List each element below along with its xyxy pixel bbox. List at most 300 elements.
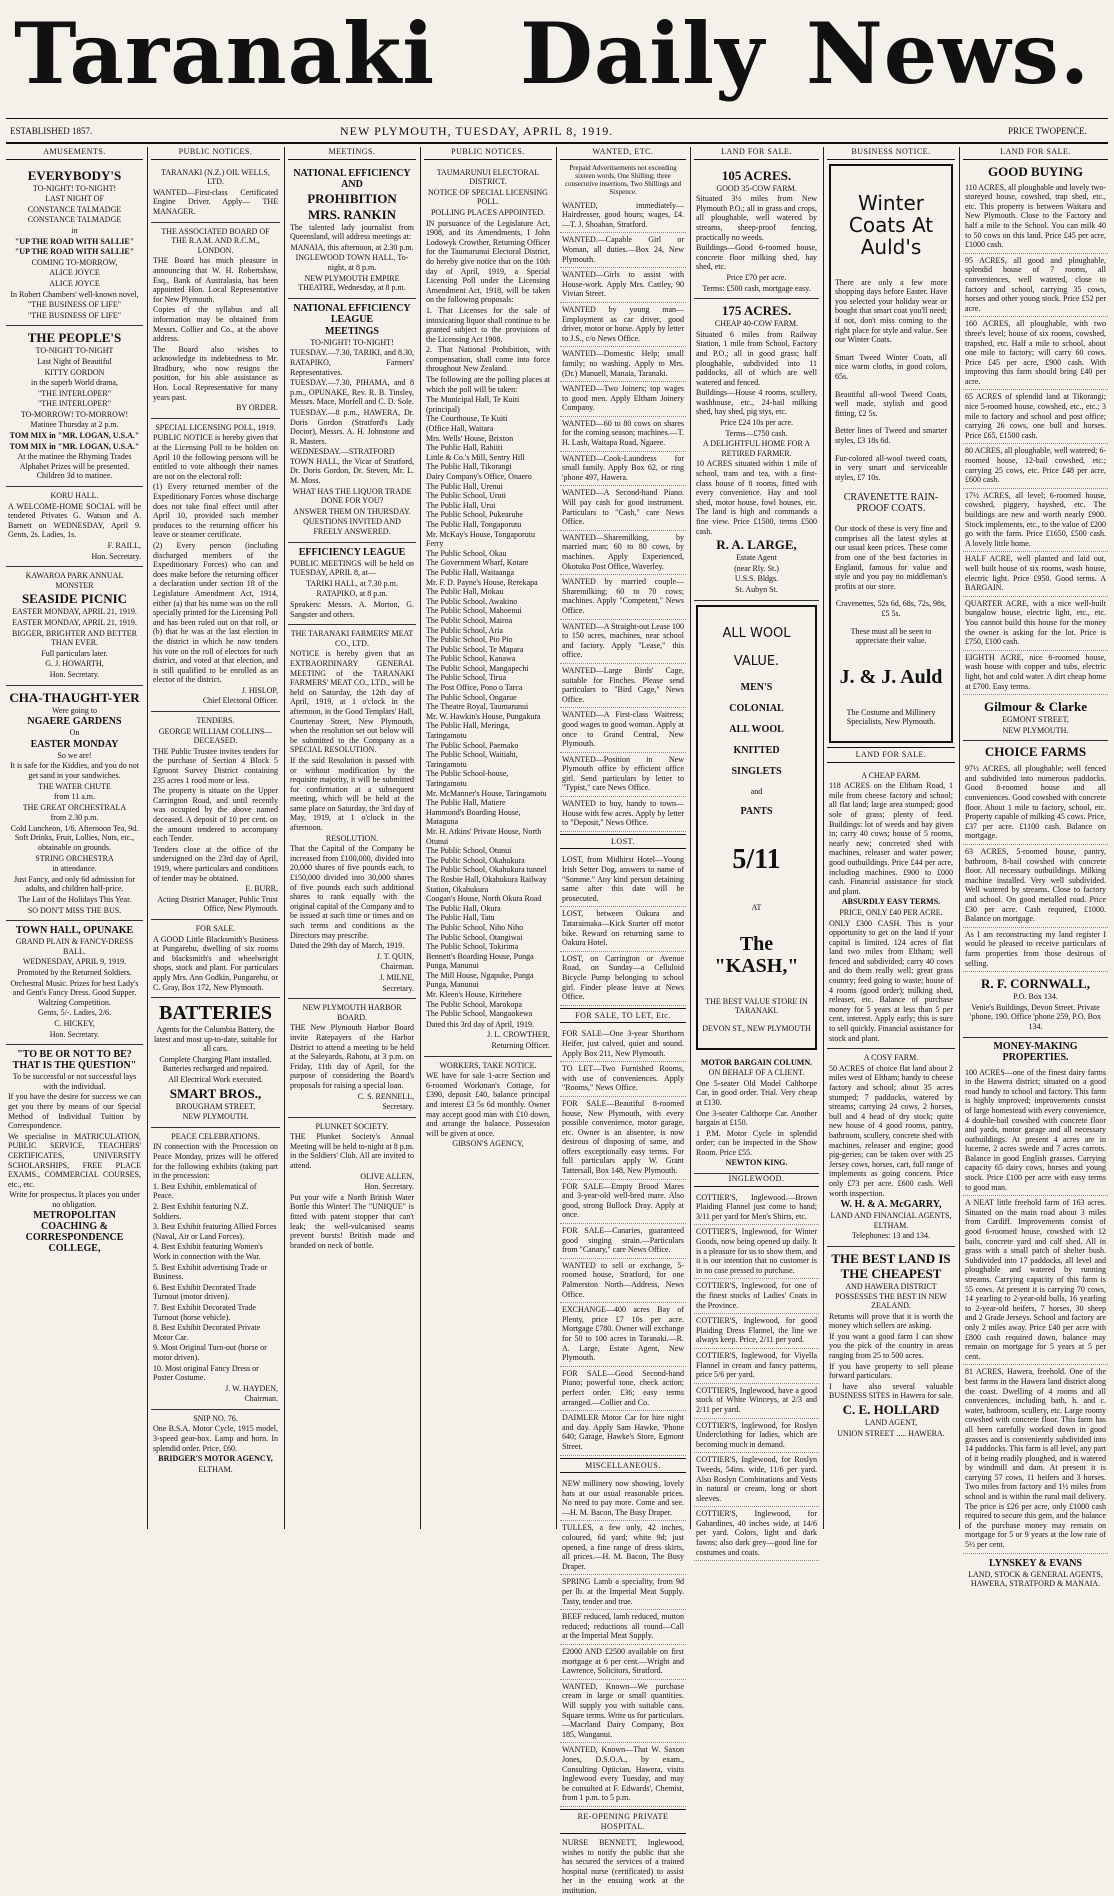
peace-celebrations-notice — [151, 1128, 280, 1410]
efficiency-league-meetings — [288, 299, 416, 543]
miscellaneous-list — [560, 1477, 686, 1807]
ad-line: TO-NIGHT! TO-NIGHT! — [310, 337, 394, 347]
ad-line: ANSWER THEM ON THURSDAY. — [293, 506, 411, 516]
ad-brand: J. & J. Auld — [839, 665, 943, 688]
polling-place: The Public Hall, Tatu — [426, 913, 495, 923]
ad-line: These must all be seen to appreciate their value. — [850, 626, 932, 646]
listing-entry: 65 ACRES of splendid land at Tikorangi; nice 5-roomed house, cowshed, etc., etc.; 3 mile to factory and school and post office; carrying 26 cows, one bull and horses. Price £65, £1500 cash. — [963, 390, 1108, 444]
column-heading: WANTED, ETC. — [560, 147, 686, 160]
column-heading: AMUSEMENTS. — [6, 147, 143, 160]
classified-entry: COTTIER'S, Inglewood.—Brown Plaiding Flannel just come to hand; 3/11 per yard for Men's Shirts, etc. — [694, 1191, 819, 1226]
ad-line: "THE BUSINESS OF LIFE" — [28, 300, 121, 310]
column-heading: PUBLIC NOTICES. — [424, 147, 552, 160]
listing-line: Price £70 per acre. — [726, 272, 787, 282]
ad-title: NATIONAL EFFICIENCY AND — [293, 167, 411, 190]
ad-line: In Robert Chambers' well-known novel, — [10, 289, 139, 299]
ad-line: LAST NIGHT OF — [45, 194, 104, 204]
listing-entry: 100 ACRES—one of the finest dairy farms in the Hawera district; situated on a good road handy to school and factory. This farm is highly improved; improvements consist of large homestead with every convenience, 4 double-bail cowshed with concrete floor and yards, motor garage and all necessary outbuildings. At present 4 acres are in lucerne, 2 acres swede and 7 acres carrots. Balance in good English grasses. Carrying capacity 65 dairy cows, horses and young stock. Price £100 per acre with easy terms to good man. — [963, 1066, 1108, 1197]
ad-line: DEVON ST., NEW PLYMOUTH — [702, 1023, 811, 1033]
agent-line: Estate Agent — [736, 553, 777, 563]
classified-entry: TO LET—Two Furnished Rooms, with use of conveniences. Apply "Rooms," News Office. — [560, 1062, 686, 1097]
batteries-ad — [151, 998, 280, 1128]
notice-subtitle: POLLING PLACES APPOINTED. — [430, 207, 545, 217]
polling-place: The Public School, Awakino — [426, 596, 518, 606]
notice-title: TAUMARUNUI ELECTORAL DISTRICT. — [436, 167, 540, 187]
classified-entry: COTTIER'S, Inglewood, for Viyella Flannel in cream and fancy patterns, price 5/6 per yard. — [694, 1349, 819, 1384]
column-rule — [823, 147, 824, 1529]
ad-line: from 11 a.m. — [53, 792, 96, 802]
ad-line: in the superb World drama, — [31, 378, 118, 388]
ad-line: BROUGHAM STREET, — [175, 1101, 256, 1111]
ad-line: One 5-seater Old Model Calthorpe Car, in good order. Trial. Very cheap at £130. — [696, 1078, 817, 1107]
classified-entry: EXCHANGE—400 acres Bay of Plenty, price £7 10s per acre. Mortgage £780. Owner will exchange for 50 to 100 acres in Taranaki.—R. A. Large, Estate Agent, New Plymouth. — [560, 1303, 686, 1367]
listing-entry: 97½ ACRES, all ploughable; well fenced and subdivided into numerous paddocks. Good 8-roomed house and all conveniences. Good cowshed with concrete floor. About 1 mile to factory, school, etc. Property capable of milking 45 cows. Price, £37 per acre. £1100 cash. Balance on mortgage. — [963, 762, 1108, 845]
notice-signature: Secretary. — [382, 983, 414, 993]
polling-place: The Public School, Otunui — [426, 846, 512, 856]
notice-signature: Returning Officer. — [491, 1041, 550, 1051]
ad-title: MEETINGS — [325, 325, 379, 337]
oil-wells-notice — [151, 164, 280, 223]
ad-line: BIGGER, BRIGHTER AND BETTER THAN EVER. — [12, 628, 137, 648]
ad-line: TUESDAY.—8 p.m., HAWERA, Dr. Doris Gordon (Stratford's Lady Doctor), Messrs. A. H. Johnstone and R. Masters. — [290, 407, 414, 446]
polling-place: Mr. H. Atkins' Private House, North Otunui — [426, 826, 542, 846]
classified-entry: WANTED—Domestic Help; small family; no washing. Apply to Mrs. (Dr.) Manuell, Manaia, Taranaki. — [560, 347, 686, 382]
agent-name: W. H. & A. McGARRY, — [840, 1199, 942, 1211]
ad-line: "UP THE ROAD WITH SALLIE" — [14, 236, 135, 246]
notice-signature: J. T. QUIN, — [376, 951, 414, 961]
column-public-notices — [151, 147, 280, 1529]
polling-place: The Public School, Otangiwai — [426, 932, 523, 942]
ad-line: All Electrical Work executed. — [168, 1075, 263, 1085]
ad-line: in attendance. — [52, 864, 97, 874]
gilmour-clarke-agents — [963, 695, 1108, 741]
ad-line: SO DON'T MISS THE BUS. — [27, 905, 122, 915]
notice-body: NOTICE is hereby given that an EXTRAORDINARY GENERAL MEETING of the TARANAKI FARMERS' MEAT CO., LTD., will be held on Saturday, the 12th day of April, 1919, at 1 o'clock in the afternoon, in the Good Templars' Hall, Courtenay Street, New Plymouth, when the resolution set out below will be submitted to the Company as a SPECIAL RESOLUTION. — [290, 649, 414, 755]
listing-entry: EIGHTH ACRE, nice 6-roomed house, wash house with copper and tubs, electric light, hot and cold water. A dirt cheap home at £700. Easy terms. — [963, 651, 1108, 695]
ad-line: TUESDAY.—7.30, TARIKI, and 8.30, RATAPIKO, Farmers' Representatives. — [290, 348, 414, 377]
masthead-title-taranaki: Taranaki — [14, 4, 436, 103]
agent-line: P.O. Box 134. — [1013, 992, 1058, 1002]
175-acres-listing — [694, 299, 819, 600]
classified-entry: WANTED—A Second-hand Piano. Will pay cash for good instrument. Particulars to "Cash," care News Office. — [560, 486, 686, 530]
masthead-title-news: News. — [806, 4, 1091, 103]
notice-signature: Chairman. — [380, 962, 414, 972]
price-label: PRICE TWOPENCE. — [1008, 126, 1087, 136]
notice-title: THE ASSOCIATED BOARD OF THE R.A.M. AND R.C.M., LONDON. — [161, 226, 270, 255]
listing-entry: HALF ACRE, well planted and laid out, well built house of six rooms, wash house, electric light. Price £950. Good terms. A BARGAIN. — [963, 552, 1108, 596]
notice-body: If the said Resolution is passed with or without modification by the requisite majority, it will be submitted for confirmation at a subsequent meeting, which will be held at the same place on Saturday, the 3rd day of May, 1919, at 1 o'clock in the afternoon. — [290, 755, 414, 833]
notice-body: Tenders close at the office of the undersigned on the 23rd day of April, 1919, where particulars and conditions of tender may be obtained. — [153, 844, 278, 883]
classified-entry: WANTED to buy, handy to town—House with few acres. Apply by letter to "Deposit," News Office. — [560, 797, 686, 832]
notice-body: WE have for sale 1-acre Section and 6-roomed Workman's Cottage, for £390, deposit £40, balance principal and interest £3 5s 6d monthly. Owner may accept good man with £10 down, and arrange the balance. Possession will be given at once. — [426, 1071, 550, 1138]
classified-rates: Prepaid Advertisements not exceeding sixteen words, One Shilling; three consecutive insertions, Two Shillings and Sixpence. — [564, 163, 682, 196]
ad-line: TOM MIX in "MR. LOGAN, U.S.A." — [9, 441, 140, 451]
ad-line: BRIDGER'S MOTOR AGENCY, — [158, 1454, 273, 1464]
list-item: 1. Best Exhibit, emblematical of Peace. — [153, 1181, 257, 1201]
classified-entry: COTTIER'S, Inglewood, for one of the finest stocks of Ladies' Coats in the Province. — [694, 1279, 819, 1314]
notice-body: 1. That Licenses for the sale of intoxicating liquor shall continue to be granted subject to the provisions of the Licensing Act 1908. — [426, 305, 550, 344]
list-item: 9. Most Original Turn-out (horse or motor driven). — [153, 1343, 267, 1362]
associated-board-notice — [151, 223, 280, 419]
ad-line: ALL WOOL — [729, 723, 784, 735]
column-heading: LAND FOR SALE. — [694, 147, 819, 160]
listing-line: Buildings—House 4 rooms, scullery, washhouse, etc., 24-bail milking shed, hay shed, pig stys, etc. — [696, 388, 817, 417]
ad-line: from 2.30 p.m. — [50, 813, 99, 823]
polling-place: The Public School, Mairoa — [426, 615, 513, 625]
classified-entry: WANTED—Position in New Plymouth office by efficient office girl. Send particulars by letter to "Typist," care News Office. — [560, 753, 686, 797]
column-amusements — [6, 147, 143, 1529]
notice-signature: Secretary. — [382, 1102, 414, 1112]
ad-line: On — [69, 728, 80, 738]
ad-title: Winter Coats At Auld's — [848, 190, 934, 259]
ad-line: KITTY GORDON — [44, 367, 105, 377]
listing-title: ABSURDLY EASY TERMS. — [841, 897, 941, 907]
ad-line: We specialise in MATRICULATION, PUBLIC SERVICE, TEACHERS' CERTIFICATES, UNIVERSITY SCHOLARSHIPS, FREE PLACE EXAMS., COMMERCIAL COURSES, etc., etc. — [8, 1131, 141, 1189]
column-heading: LAND FOR SALE. — [963, 147, 1108, 160]
polling-place: The Public Hall, Okura — [426, 903, 501, 913]
listing-line: Situated 3½ miles from New Plymouth P.O.; all in grass and crops, all ploughable, well watered by streams, sheep-proof fencing, practically no weeds. — [696, 194, 817, 242]
classified-entry: SPRING Lamb a speciality, from 9d per lb. at the Imperial Meat Supply. Tasty, tender and true. — [560, 1575, 686, 1610]
agent-line: Telephones: 13 and 134. — [851, 1231, 931, 1241]
ad-line: WHAT HAS THE LIQUOR TRADE DONE FOR YOU? — [292, 486, 412, 506]
classified-entry: WANTED—A First-class Waitress; good wages to good woman. Apply at once to Grand Central, New Plymouth. — [560, 708, 686, 752]
notice-title: FOR SALE. — [195, 923, 236, 933]
classified-entry: WANTED, Known—We purchase cream in large or small quantities. Will supply you with suitable cans. Square terms. Write us for particulars.—Macrland Dairy Company, Box 185, Wanganui. — [560, 1680, 686, 1744]
list-item: 8. Best Exhibit Decorated Private Motor Car. — [153, 1323, 261, 1342]
ad-line: in — [71, 225, 78, 235]
ad-line: G. J. HOWARTH, — [45, 659, 104, 669]
ad-title: The "KASH," — [714, 932, 799, 977]
notice-signature: Acting District Manager, Public Trust Office, New Plymouth. — [157, 894, 278, 914]
polling-place: The Public School, Te Mapara — [426, 644, 524, 654]
listing-entry: 80 ACRES, all ploughable, well watered; 6-roomed house, 12-bail cowshed, etc.; carrying 25 cows, etc. Price £48 per acre, £600 cash. — [963, 444, 1108, 488]
classified-entry: COTTIER'S, Inglewood, for good Plaiding Dress Flannel, the line we always keep. Price, 2/11 per yard. — [694, 1314, 819, 1349]
ad-line: Full particulars later. — [41, 648, 108, 658]
ad-line: WEDNESDAY.—STRATFORD TOWN HALL, the Vicar of Stratford, Dr. Doris Gordon, Dr. Steven, Mr. L. M. Moss. — [290, 447, 414, 486]
agent-name: C. E. HOLLARD — [842, 1402, 940, 1418]
classified-entry: BEEF reduced, lamb reduced, mutton reduced; reductions all round—Call at the Imperial Meat Supply. — [560, 1610, 686, 1645]
ad-line: THE WATER CHUTE — [38, 781, 111, 791]
ad-line: It is safe for the Kiddies, and you do not get sand in your sandwiches. — [10, 761, 139, 780]
listing-entry: 160 ACRES, all ploughable, with two three's level; house of six rooms, cowshed, trapshed, etc. Half a mile to school, about one mile to factory; will carry 60 cows. Price £45 per acre, £900 cash. With improving this farm should bring £40 per acre. — [963, 317, 1108, 390]
column-heading: PUBLIC NOTICES. — [151, 147, 280, 160]
listing-entry: 17½ ACRES, all level; 6-roomed house, cowshed, piggery, hayshed, etc. The buildings are new and worth nearly £900. Stock implements, etc., to the value of £200 go with the farm. Price £1650, £500 cash. A lovely little home. — [963, 489, 1108, 553]
money-making-list — [963, 1066, 1108, 1554]
cheap-farm-listing — [827, 767, 955, 1050]
notice-signature: J. W. HAYDEN, — [225, 1383, 278, 1393]
listing-line: Terms—£750 cash. — [725, 428, 788, 438]
notice-signature: Chairman. — [244, 1394, 278, 1404]
ad-line: NEW PLYMOUTH EMPIRE THEATRE, Wednesday, at 8 p.m. — [298, 273, 406, 293]
ad-line: ALICE JOYCE — [49, 278, 100, 288]
polling-place: The Public School, Uruti — [426, 491, 506, 501]
agent-line: EGMONT STREET, — [1002, 715, 1069, 725]
ad-title: CHA-THAUGHT-YER — [9, 689, 140, 705]
notice-title: NEW PLYMOUTH HARBOR BOARD. — [302, 1003, 402, 1022]
notice-title: PEACE CELEBRATIONS. — [171, 1131, 260, 1141]
ad-title: "TO BE OR NOT TO BE? THAT IS THE QUESTION" — [12, 1049, 137, 1072]
listing-title: A COSY FARM. — [863, 1053, 919, 1063]
hospital-notice: NURSE BENNETT, Inglewood, wishes to notify the public that she has secured the services of a trained hospital nurse (certificated) to assist her in the ensuing work at the institution. — [562, 1838, 684, 1896]
polling-place: The Municipal Hall, Te Kuiti (principal) — [426, 395, 520, 414]
ad-line: TO-NIGHT! TO-NIGHT! — [32, 183, 117, 193]
ad-line: The Costume and Millinery Specialists, New Plymouth. — [846, 707, 936, 727]
polling-place: The Public School, Pukearuhe — [426, 510, 523, 520]
ad-line: Cravenettes, 52s 6d, 68s, 72s, 98s, £5 5s. — [835, 599, 947, 619]
notice-subtitle: RESOLUTION. — [325, 833, 379, 843]
classified-entry: FOR SALE—Empty Brood Mares and 3-year-old well-bred mare. Also good, strong Bullock Dray. Apply at once. — [560, 1180, 686, 1224]
cosy-farm-listing — [827, 1049, 955, 1247]
column-heading: MEETINGS. — [288, 147, 416, 160]
polling-place: The Public School, Aria — [426, 625, 503, 635]
polling-place: The Public Hall, Matiere — [426, 798, 506, 808]
list-item: 2. Best Exhibit featuring N.Z. Soldiers. — [153, 1202, 249, 1221]
ad-body: A WELCOME-HOME SOCIAL will be tendered Privates G. Watson and A. Barnett on WEDNESDAY, April 9. Gents, 2s. Ladies, 1s. — [8, 501, 141, 540]
efficiency-league-public-meetings — [288, 543, 416, 626]
ad-signature: F. RAILL, — [107, 541, 141, 550]
ad-line: MEN'S — [740, 681, 773, 693]
column-meetings — [288, 147, 416, 1529]
classified-entry: FOR SALE—Good Second-hand Piano; powerful tone, check action; perfect order. £36; easy terms arranged.—Collier and Co. — [560, 1367, 686, 1411]
classified-entry: FOR SALE—Canaries, guaranteed good singing strain.—Particulars from "Canary," care News Office. — [560, 1224, 686, 1259]
dateline: NEW PLYMOUTH, TUESDAY, APRIL 8, 1919. — [340, 124, 614, 138]
ad-line: ALICE JOYCE — [49, 268, 100, 278]
column-public-notices-2 — [424, 147, 552, 1529]
ad-line: "THE INTERLOPER" — [38, 399, 111, 409]
ad-line: METROPOLITAN COACHING & CORRESPONDENCE COLLEGE, — [25, 1210, 124, 1255]
column-rule — [556, 147, 557, 1529]
ad-line: ON BEHALF OF A CLIENT. — [708, 1068, 805, 1078]
ad-title: ALL WOOL — [722, 625, 791, 641]
polling-place: The Public Hall, Meringa, Taringamotu — [426, 721, 510, 741]
blacksmith-for-sale — [151, 920, 280, 998]
notice-title: PLUNKET SOCIETY. — [315, 1121, 389, 1131]
agent-line: Venie's Buildings, Devon Street. Private 'phone, 190. Office 'phone 259, P.O. Box 134. — [970, 1002, 1101, 1031]
ad-line: Just Fancy, and only 6d admission for adults, and children half-price. — [13, 874, 136, 894]
listing-title: 175 ACRES. — [721, 303, 792, 319]
ad-line: I have also several valuable BUSINESS SITES in Hawera for sale. — [829, 1381, 953, 1401]
notice-signature: GIBSON'S AGENCY, — [452, 1139, 524, 1149]
classified-entry: £2000 AND £2500 available on first mortgage at 6 per cent.—Wright and Lawrence, Solicitors, Stratford. — [560, 1645, 686, 1680]
ad-line: Promoted by the Returned Soldiers. — [17, 968, 132, 977]
classified-entry: WANTED—Two Joiners; top wages to good men. Apply Eltham Joinery Company. — [560, 382, 686, 417]
peoples-theatre-ad — [6, 326, 143, 487]
classified-entry: TULLES, a few only, 42 inches, coloured, 6d yard; white 9d; just opened, a fine range of dress skirts, all prices.—H. M. Bacon, The Busy Draper. — [560, 1521, 686, 1575]
list-item: 10. Most original Fancy Dress or Poster Costume. — [153, 1363, 259, 1383]
polling-place: The Public Hall, Mokau — [426, 587, 504, 597]
classified-entry: COTTIER'S, Inglewood, for Roslyn Underclothing for ladies, which are becoming much in demand. — [694, 1419, 819, 1454]
polling-place: The Public School, Okau — [426, 548, 507, 558]
classified-entry: NEW millinery now showing, lovely hats at our usual reasonable prices. No need to pay more. Come and see.—H. M. Bacon, The Busy Draper. — [560, 1477, 686, 1521]
ad-line: SINGLETS — [731, 765, 782, 777]
classified-entry: COTTIER'S, Inglewood, for Roslyn Tweeds, 54ins. wide, 11/6 per yard. Also Roslyn Combinations and Vests in natural or cream, long or short sleeves. — [694, 1453, 819, 1507]
polling-place: The Rosbie Hall, Okahukura Railway Station, Okahukura — [426, 874, 547, 894]
ad-line: Returns will prove that it is worth the money which sellers are asking. — [829, 1311, 953, 1331]
ad-line: To be successful or not successful lays with the individual. — [12, 1072, 137, 1091]
ad-line: The Last of the Holidays This Year. — [17, 895, 132, 905]
list-item: 4. Best Exhibit featuring Women's Work in connection with the War. — [153, 1242, 263, 1261]
agent-line: LAND AND FINANCIAL AGENTS, ELTHAM. — [830, 1211, 952, 1230]
notice-body: THE Board has much pleasure in announcing that W. H. Robertshaw, Esq., Bank of Australasia, has been appointed Hon. Local Representative for New Plymouth. — [153, 256, 278, 304]
masthead-rule-top — [6, 118, 1108, 119]
polling-place: The Public School, Marokopa — [426, 999, 522, 1009]
section-heading: LAND FOR SALE. — [827, 747, 955, 763]
classified-entry: WANTED, immediately—Hairdresser, good hours; wages, £4.—T. J. Shoaban, Stratford. — [560, 199, 686, 234]
polling-place: Mr. W. Hawkin's House, Pungakura — [426, 711, 541, 721]
ad-line: There are only a few more shopping days before Easter. Have you selected your holiday wear or bought that smart coat you'll need; if not, don't miss coming to the right place for style and value. See our Winter Coats. — [835, 277, 947, 345]
ad-line: Fur-colored all-wool tweed coats, in very smart and serviceable styles, £7 10s. — [835, 453, 947, 482]
plunket-society-notice — [288, 1118, 416, 1256]
ad-title: NATIONAL EFFICIENCY LEAGUE — [293, 302, 411, 325]
polling-place: Bennett's Boarding House, Punga Punga, Manunui — [426, 951, 534, 971]
polling-place: The Public School, Kanawa — [426, 654, 516, 664]
polling-place: Little & Co.'s Mill, Sentry Hill — [426, 452, 525, 462]
ad-line: CONSTANCE TALMADGE — [27, 215, 122, 225]
agent-name: R. F. CORNWALL, — [981, 976, 1090, 992]
classified-entry: LOST, from Midhirst Hotel—Young Irish Setter Dog, answers to name of "Somme." Any kind person detaining same after this date will be prosecuted. — [560, 853, 686, 907]
section-heading: FOR SALE, TO LET, Etc. — [560, 1008, 686, 1024]
ad-line: If you want a good farm I can show you the pick of the country in areas ranging from 25 to 500 acres. — [829, 1331, 953, 1361]
agent-line: LAND, STOCK & GENERAL AGENTS, HAWERA, STRATFORD & MANAIA. — [968, 1569, 1103, 1589]
column-wanted — [560, 147, 686, 1896]
notice-body: Put your wife a North British Water Bottle this Winter! The "UNIQUE" is fitted with patent stopper that can't leak; the well-vulcanised seams prevent bursts! British made and branded on neck of bottle. — [290, 1192, 414, 1250]
notice-subtitle: GEORGE WILLIAM COLLINS—DECEASED. — [158, 726, 273, 746]
ad-line: WEDNESDAY, APRIL 9, 1919. — [22, 957, 127, 967]
polling-place: The Public School, Niho Niho — [426, 922, 524, 932]
notice-body: Copies of the syllabus and all information may be obtained from Messrs. Collier and Co., at the above address. — [153, 305, 278, 344]
ad-line: The talented lady journalist from Queensland, will address meetings at: — [290, 222, 414, 242]
ad-line: Hon. Secretary. — [49, 1029, 100, 1039]
column-land-for-sale — [694, 147, 819, 1557]
listing-line: GOOD 35-COW FARM. — [716, 183, 797, 193]
ad-line: THE GREAT ORCHESTRALA — [22, 802, 127, 812]
polling-place: The Public School, Tirua — [426, 673, 507, 683]
ad-title: THE PEOPLE'S — [27, 330, 122, 346]
notice-body: WANTED—First-class Certificated Engine Driver. Apply— THE MANAGER. — [153, 187, 278, 216]
winter-coats-ad — [829, 164, 953, 743]
classified-entry: WANTED—60 to 80 cows on shares for the coming season; machines.—T. H. Lash, Waitapa Road, Ngaere. — [560, 417, 686, 452]
polling-place: The Public School, Mangapechi — [426, 663, 529, 673]
classified-entry: FOR SALE—One 3-year Shorthorn Heifer, just calved, quiet and sound. Apply Box 211, New Plymouth. — [560, 1027, 686, 1062]
ad-line: If you have property to sell please forward particulars. — [829, 1361, 953, 1381]
polling-place: The Public Hall, Urui — [426, 500, 496, 510]
agent-name: LYNSKEY & EVANS — [989, 1557, 1082, 1569]
notice-signature: Chief Electoral Officer. — [202, 696, 278, 706]
ad-title: SEASIDE PICNIC — [21, 591, 128, 607]
harbor-board-notice — [288, 999, 416, 1118]
ad-line: TO-NIGHT TO-NIGHT — [35, 346, 114, 356]
listing-entry: 63 ACRES, 5-roomed house, pantry, bathroom, 8-bail cowshed with concrete floor. All necessary outbuildings. Milking machine installed. Very well subdivided. Well watered by streams. Close to factory and school. On good metalled road. Price £30 per acre. Cash required, £1000. Balance on mortgage. — [963, 845, 1108, 928]
list-item: 3. Best Exhibit featuring Allied Forces (Naval, Air or Land Forces). — [153, 1222, 277, 1241]
notice-signature: Hon. Secretary. — [364, 1182, 414, 1192]
ad-line: Our stock of these is very fine and comprises all the latest styles at our usual keen prices. These come from one of the best factories in England, famous for value and style and you pay no middleman's profits at our store. — [835, 524, 947, 591]
ad-title: TOWN HALL, OPUNAKE — [15, 925, 134, 937]
polling-place: The Public Hall, Tongaporutu — [426, 519, 522, 529]
ad-line: "UP THE ROAD WITH SALLIE" — [14, 247, 135, 257]
polling-place: The Theatre Royal, Taumarunui — [426, 702, 529, 712]
opunake-ball-ad — [6, 921, 143, 1045]
polling-place: The Public School, Ongarue — [426, 692, 517, 702]
ad-title: VALUE. — [733, 653, 780, 669]
ad-title: MRS. RANKIN — [307, 206, 397, 222]
ad-line: KNITTED — [733, 744, 780, 756]
notice-signature: OLIVE ALLEN, — [360, 1171, 414, 1181]
ad-line: At the matinee the Rhyming Trades Alphabet Prizes will be presented. Children 3d to matinee. — [17, 452, 132, 481]
polling-place: The Public School-house, Taringamotu — [426, 769, 509, 788]
listing-line: ONLY £300 CASH. This is your opportunity to get on the land if your capital is limited. 124 acres of flat land two miles from Eltham; well fenced and subdivided; carry 40 cows and do them really well; great grass country; feed going to waste; house of 4 rooms (good order); milking shed, releaser, etc. Balance of purchase money for 5 years at less than 5 per cent. interest. Apply early; this is sure to sell quickly. Financial assistance for stock and plant. — [829, 918, 953, 1043]
ad-line: NEW PLYMOUTH. — [182, 1112, 249, 1122]
ad-line: C. HICKEY, — [54, 1018, 95, 1028]
everybodys-ad — [6, 164, 143, 327]
ad-line: THE BEST VALUE STORE IN TARANAKI. — [705, 996, 808, 1016]
agent-line: NEW PLYMOUTH. — [1002, 725, 1069, 735]
koru-hall-ad — [6, 487, 143, 567]
ad-subtitle: CRAVENETTE RAIN-PROOF COATS. — [843, 492, 939, 515]
listing-entry: 95 ACRES, all good and ploughable, splendid house of 7 rooms, all conveniences, well watered, close to factory and school, carrying 35 cows, horses and other young stock. Price £52 per acre. — [963, 254, 1108, 318]
105-acres-listing — [694, 164, 819, 300]
agent-line: U.S.S. Bldgs. — [734, 574, 779, 584]
ad-title: PROHIBITION — [307, 190, 397, 206]
notice-body: A GOOD Little Blacksmith's Business at Pungarehu, dwelling of six rooms and blacksmith's and wheelwright shops, stock and plant. For particulars apply Mrs. Ann Godkin, Pungarehu, or C. Gray, Box 172, New Plymouth. — [153, 934, 278, 992]
notice-signature: J. L. CROWTHER, — [487, 1030, 550, 1040]
notice-subtitle: NOTICE OF SPECIAL LICENSING POLL. — [428, 187, 548, 207]
agent-line: St. Aubyn St. — [735, 584, 778, 594]
notice-body: IN connection with the Procession on Peace Monday, prizes will be offered for the following exhibits (taking part in the procession: — [153, 1142, 278, 1181]
ad-line: 1 P.M. Motor Cycle in splendid order; can be inspected in the Show Room. Price £55. — [696, 1128, 817, 1157]
ad-price: 5/11 — [732, 844, 781, 876]
ad-line: QUESTIONS INVITED AND FREELY ANSWERED. — [303, 517, 401, 537]
notice-signature: C. S. RENNELL, — [357, 1091, 414, 1101]
agent-name: R. A. LARGE, — [716, 537, 797, 553]
polling-place: The Public School, Mahoenui — [426, 606, 522, 616]
column-land-for-sale-2 — [963, 147, 1108, 1589]
ad-line: One 3-seater Calthorpe Car. Another bargain at £150. — [696, 1108, 817, 1128]
listing-line: 50 ACRES of choice flat land about 2 miles west of Eltham; handy to cheese factory and school; about 35 acres stumped; 7 paddocks, watered by streams; carrying 24 cows, 2 horses, bull and 4 head of dry stock; quite new house of 4 good rooms, pantry, bathroom, scullery, concrete shed with machines, releaser and engine; good pig-geries; can be taken over with 25 Jersey cows, horses, cart, full range of implements as going concern. Price only £73 per acre. £600 cash. Well worth inspection. — [829, 1063, 953, 1198]
notice-signature: J. MILNE, — [379, 972, 414, 982]
ad-line: Orchestral Music. Prizes for best Lady's and Gent's Fancy Dress. Good Supper. Waltzing Competition. — [10, 978, 139, 1007]
good-buying-list — [963, 181, 1108, 696]
choice-farms-list — [963, 762, 1108, 972]
classified-entry: WANTED to sell or exchange, 5-roomed house, Stratford, for one Palmerston North—Address, News Office. — [560, 1259, 686, 1303]
ad-line: Write for prospectus. It places you under no obligation. — [9, 1190, 140, 1209]
listing-entry: 81 ACRES, Hawera, freehold. One of the best farms in the Hawera land district along the coast. Dwelling of 4 rooms and all conveniences, including bath, h. and c. water, bathroom, scullery, etc. Large roomy cowshed with concrete floor. This farm has all been carefully worked down in good grasses and is conveniently subdivided into 14 paddocks. This farm is all level, any part of it being readily ploughed, and is watered by windmill and dam. At present it is carrying 57 cows, 11 heifers and 3 horses. Two miles from factory and 1½ miles from school and is within the rural mail delivery. The price is £26 per acre, only £1000 cash required to secure this gem, and the balance of the purchase money may remain on mortgage for 5 or 9 years at the low rate of 5½ per cent. — [963, 1365, 1108, 1553]
mrs-rankin-meetings — [288, 164, 416, 299]
ad-line: NEWTON KING. — [725, 1158, 788, 1168]
notice-title: WORKERS, TAKE NOTICE. — [439, 1060, 537, 1070]
notice-body: PUBLIC NOTICE is hereby given that at the Licensing Poll to be holden on April 10 the following persons will be entitled to vote although their names are not on the electoral roll: — [153, 433, 278, 481]
listing-entry: 110 ACRES, all ploughable and lovely two-storeyed house, cowshed, trap shed, etc., etc. This property is between Waitara and New Plymouth. Close to the Factory and half a mile to the School. You can milk 40 to 50 cows on this land. Price £45 per acre, £1000 cash. — [963, 181, 1108, 254]
ad-line: EASTER MONDAY, APRIL 21, 1919. — [12, 617, 137, 627]
choice-farms-heading: CHOICE FARMS — [984, 744, 1087, 760]
ad-title: THE BEST LAND IS THE CHEAPEST — [831, 1250, 951, 1281]
ad-line: EASTER MONDAY — [30, 738, 119, 750]
notice-body: IN pursuance of the Legislature Act, 1908, and its Amendments, I John Lodowyk Crowther, Returning Officer for the Taumarunui Electoral District, do hereby give notice that on the 10th day of April, 1919, a Special Licensing Poll under the Licensing Amendment Act, 1918, will be taken on the following proposals: — [426, 218, 550, 305]
ad-line: If you have the desire for success we can get you there by means of our Special Method of Individual Tuition by Correspondence. — [8, 1092, 141, 1131]
ad-title: EVERYBODY'S — [27, 167, 122, 183]
classified-entry: WANTED—Girls to assist with House-work. Apply Mrs. Cattley, 90 Vivian Street. — [560, 268, 686, 303]
ad-title: KORU HALL. — [50, 491, 99, 501]
polling-place: The Public Hall, Tikorangi — [426, 462, 512, 472]
ad-line: TUESDAY.—7.30, PIHAMA, and 8 p.m., OPUNAKE, Rev. R. B. Tinsley, Messrs. Mace, Morfell and C. D. Sole. — [290, 378, 414, 407]
notice-body: The Board also wishes to acknowledge its indebtedness to Mr. Bradbury, who now resigns the position, for his able assistance as Hon. Local Representative for many years past. — [153, 344, 278, 402]
ad-line: Beautiful all-wool Tweed Coats, well made, stylish and good fitting, £2 5s. — [835, 389, 947, 418]
notice-title: TENDERS. — [196, 716, 235, 726]
listing-line: Situated 6 miles from Railway Station, 1 mile from School, Factory and P.O.; all in good grass; half ploughable, subdivided into 11 paddocks, all of which are well watered and fenced. — [696, 329, 817, 387]
ad-line: KAWAROA PARK ANNUAL MONSTER — [25, 571, 124, 590]
listing-title: A CHEAP FARM. — [861, 770, 921, 780]
ad-line: Were going to — [51, 705, 98, 715]
column-rule — [959, 147, 960, 1529]
